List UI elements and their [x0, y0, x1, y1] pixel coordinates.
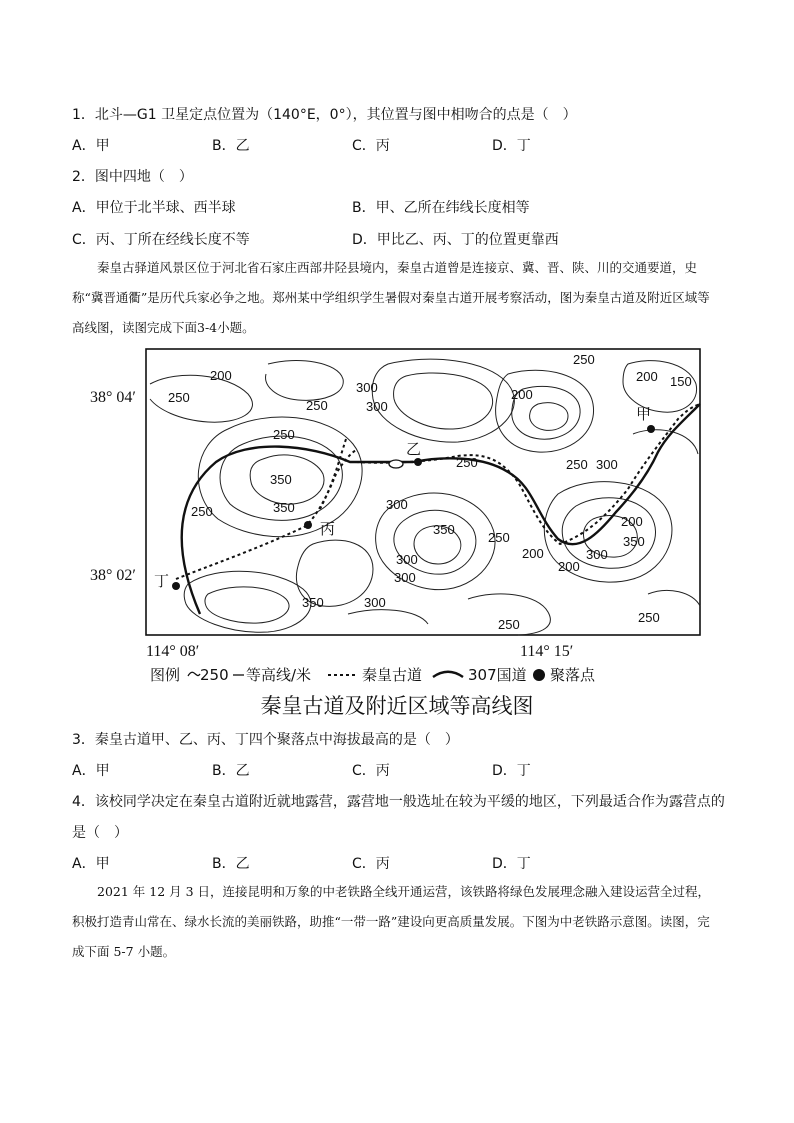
q4-option-a: A．甲: [72, 856, 110, 872]
svg-text:200: 200: [636, 369, 658, 384]
question-3-stem: 3．秦皇古道甲、乙、丙、丁四个聚落点中海拔最高的是（ ）: [72, 732, 459, 748]
q3-option-a: A．甲: [72, 763, 110, 779]
svg-text:200: 200: [511, 387, 533, 402]
lon-label-west: 114° 08′: [146, 643, 200, 660]
svg-text:200: 200: [558, 559, 580, 574]
q4-option-c: C．丙: [352, 856, 390, 872]
svg-text:350: 350: [270, 472, 292, 487]
settlement-jia: [647, 425, 655, 433]
svg-text:250: 250: [306, 398, 328, 413]
settlement-bing: [304, 521, 312, 529]
label-bing: 丙: [320, 520, 336, 538]
intro-paragraph-2: 2021 年 12 月 3 日，连接昆明和万象的中老铁路全线开通运营，该铁路将绿色发展理念融入建设运营全过程，积极打造青山常在、绿水长流的美丽铁路，助推“一带一路”建设向更高质量发展。下图为中老铁路示意图。读图，完成下面 5-7 小题。: [72, 884, 711, 959]
q1-option-b: B．乙: [212, 138, 250, 154]
svg-text:300: 300: [366, 399, 388, 414]
settlement-yi: [414, 458, 422, 466]
question-2-stem: 2．图中四地（ ）: [72, 169, 193, 185]
svg-text:307国道: 307国道: [468, 666, 527, 684]
label-ding: 丁: [154, 572, 170, 590]
svg-text:250: 250: [168, 390, 190, 405]
map-frame: [146, 349, 700, 635]
svg-text:300: 300: [396, 552, 418, 567]
svg-text:300: 300: [386, 497, 408, 512]
svg-text:聚落点: 聚落点: [550, 666, 596, 684]
svg-text:250: 250: [566, 457, 588, 472]
contour-map: [88, 344, 718, 714]
q4-option-b: B．乙: [212, 856, 250, 872]
label-jia: 甲: [636, 405, 652, 423]
svg-text:250: 250: [456, 455, 478, 470]
lat-label-north: 38° 04′: [90, 389, 136, 406]
q3-option-c: C．丙: [352, 763, 390, 779]
svg-text:250: 250: [498, 617, 520, 632]
svg-text:350: 350: [273, 500, 295, 515]
svg-text:350: 350: [433, 522, 455, 537]
svg-text:250: 250: [191, 504, 213, 519]
svg-text:200: 200: [210, 368, 232, 383]
question-4-stem-line2: 是（ ）: [72, 825, 128, 841]
q3-option-b: B．乙: [212, 763, 250, 779]
svg-text:150: 150: [670, 374, 692, 389]
svg-text:250: 250: [488, 530, 510, 545]
svg-text:300: 300: [596, 457, 618, 472]
q3-option-d: D．丁: [492, 763, 531, 779]
map-title: 秦皇古道及附近区域等高线图: [260, 694, 534, 718]
map-legend: [150, 666, 596, 684]
q1-option-c: C．丙: [352, 138, 390, 154]
svg-text:250: 250: [638, 610, 660, 625]
svg-text:200: 200: [621, 514, 643, 529]
q4-option-d: D．丁: [492, 856, 531, 872]
q2-option-b: B．甲、乙所在纬线长度相等: [352, 200, 530, 216]
svg-text:300: 300: [364, 595, 386, 610]
q1-option-d: D．丁: [492, 138, 531, 154]
svg-text:350: 350: [302, 595, 324, 610]
q1-option-a: A．甲: [72, 138, 110, 154]
q2-option-d: D．甲比乙、丙、丁的位置更靠西: [352, 232, 559, 248]
intro-paragraph-1: 秦皇古驿道风景区位于河北省石家庄西部井陉县境内，秦皇古道曾是连接京、冀、晋、陕、川的交通要道，史称“冀晋通衢”是历代兵家必争之地。郑州某中学组织学生暑假对秦皇古道开展考察活动，图为秦皇古道及附近区域等高线图，读图完成下面3-4小题。: [72, 260, 710, 335]
svg-text:350: 350: [623, 534, 645, 549]
q2-option-c: C．丙、丁所在经线长度不等: [72, 232, 250, 248]
q2-option-a: A．甲位于北半球、西半球: [72, 200, 236, 216]
lat-label-south: 38° 02′: [90, 567, 136, 584]
question-4-stem-line1: 4．该校同学决定在秦皇古道附近就地露营，露营地一般选址在较为平缓的地区，下列最适合作为露营点的: [72, 794, 725, 810]
svg-text:250: 250: [273, 427, 295, 442]
settlement-ding: [172, 582, 180, 590]
svg-text:秦皇古道: 秦皇古道: [362, 666, 423, 684]
question-1-stem: 1．北斗—G1 卫星定点位置为（140°E，0°），其位置与图中相吻合的点是（ ）: [72, 107, 577, 123]
lon-label-east: 114° 15′: [520, 643, 574, 660]
svg-text:等高线/米: 等高线/米: [246, 666, 312, 684]
svg-text:250: 250: [200, 666, 229, 684]
svg-text:250: 250: [573, 352, 595, 367]
svg-text:200: 200: [522, 546, 544, 561]
svg-text:300: 300: [394, 570, 416, 585]
svg-text:图例: 图例: [150, 666, 181, 684]
svg-text:300: 300: [586, 547, 608, 562]
svg-text:300: 300: [356, 380, 378, 395]
label-yi: 乙: [406, 440, 422, 458]
